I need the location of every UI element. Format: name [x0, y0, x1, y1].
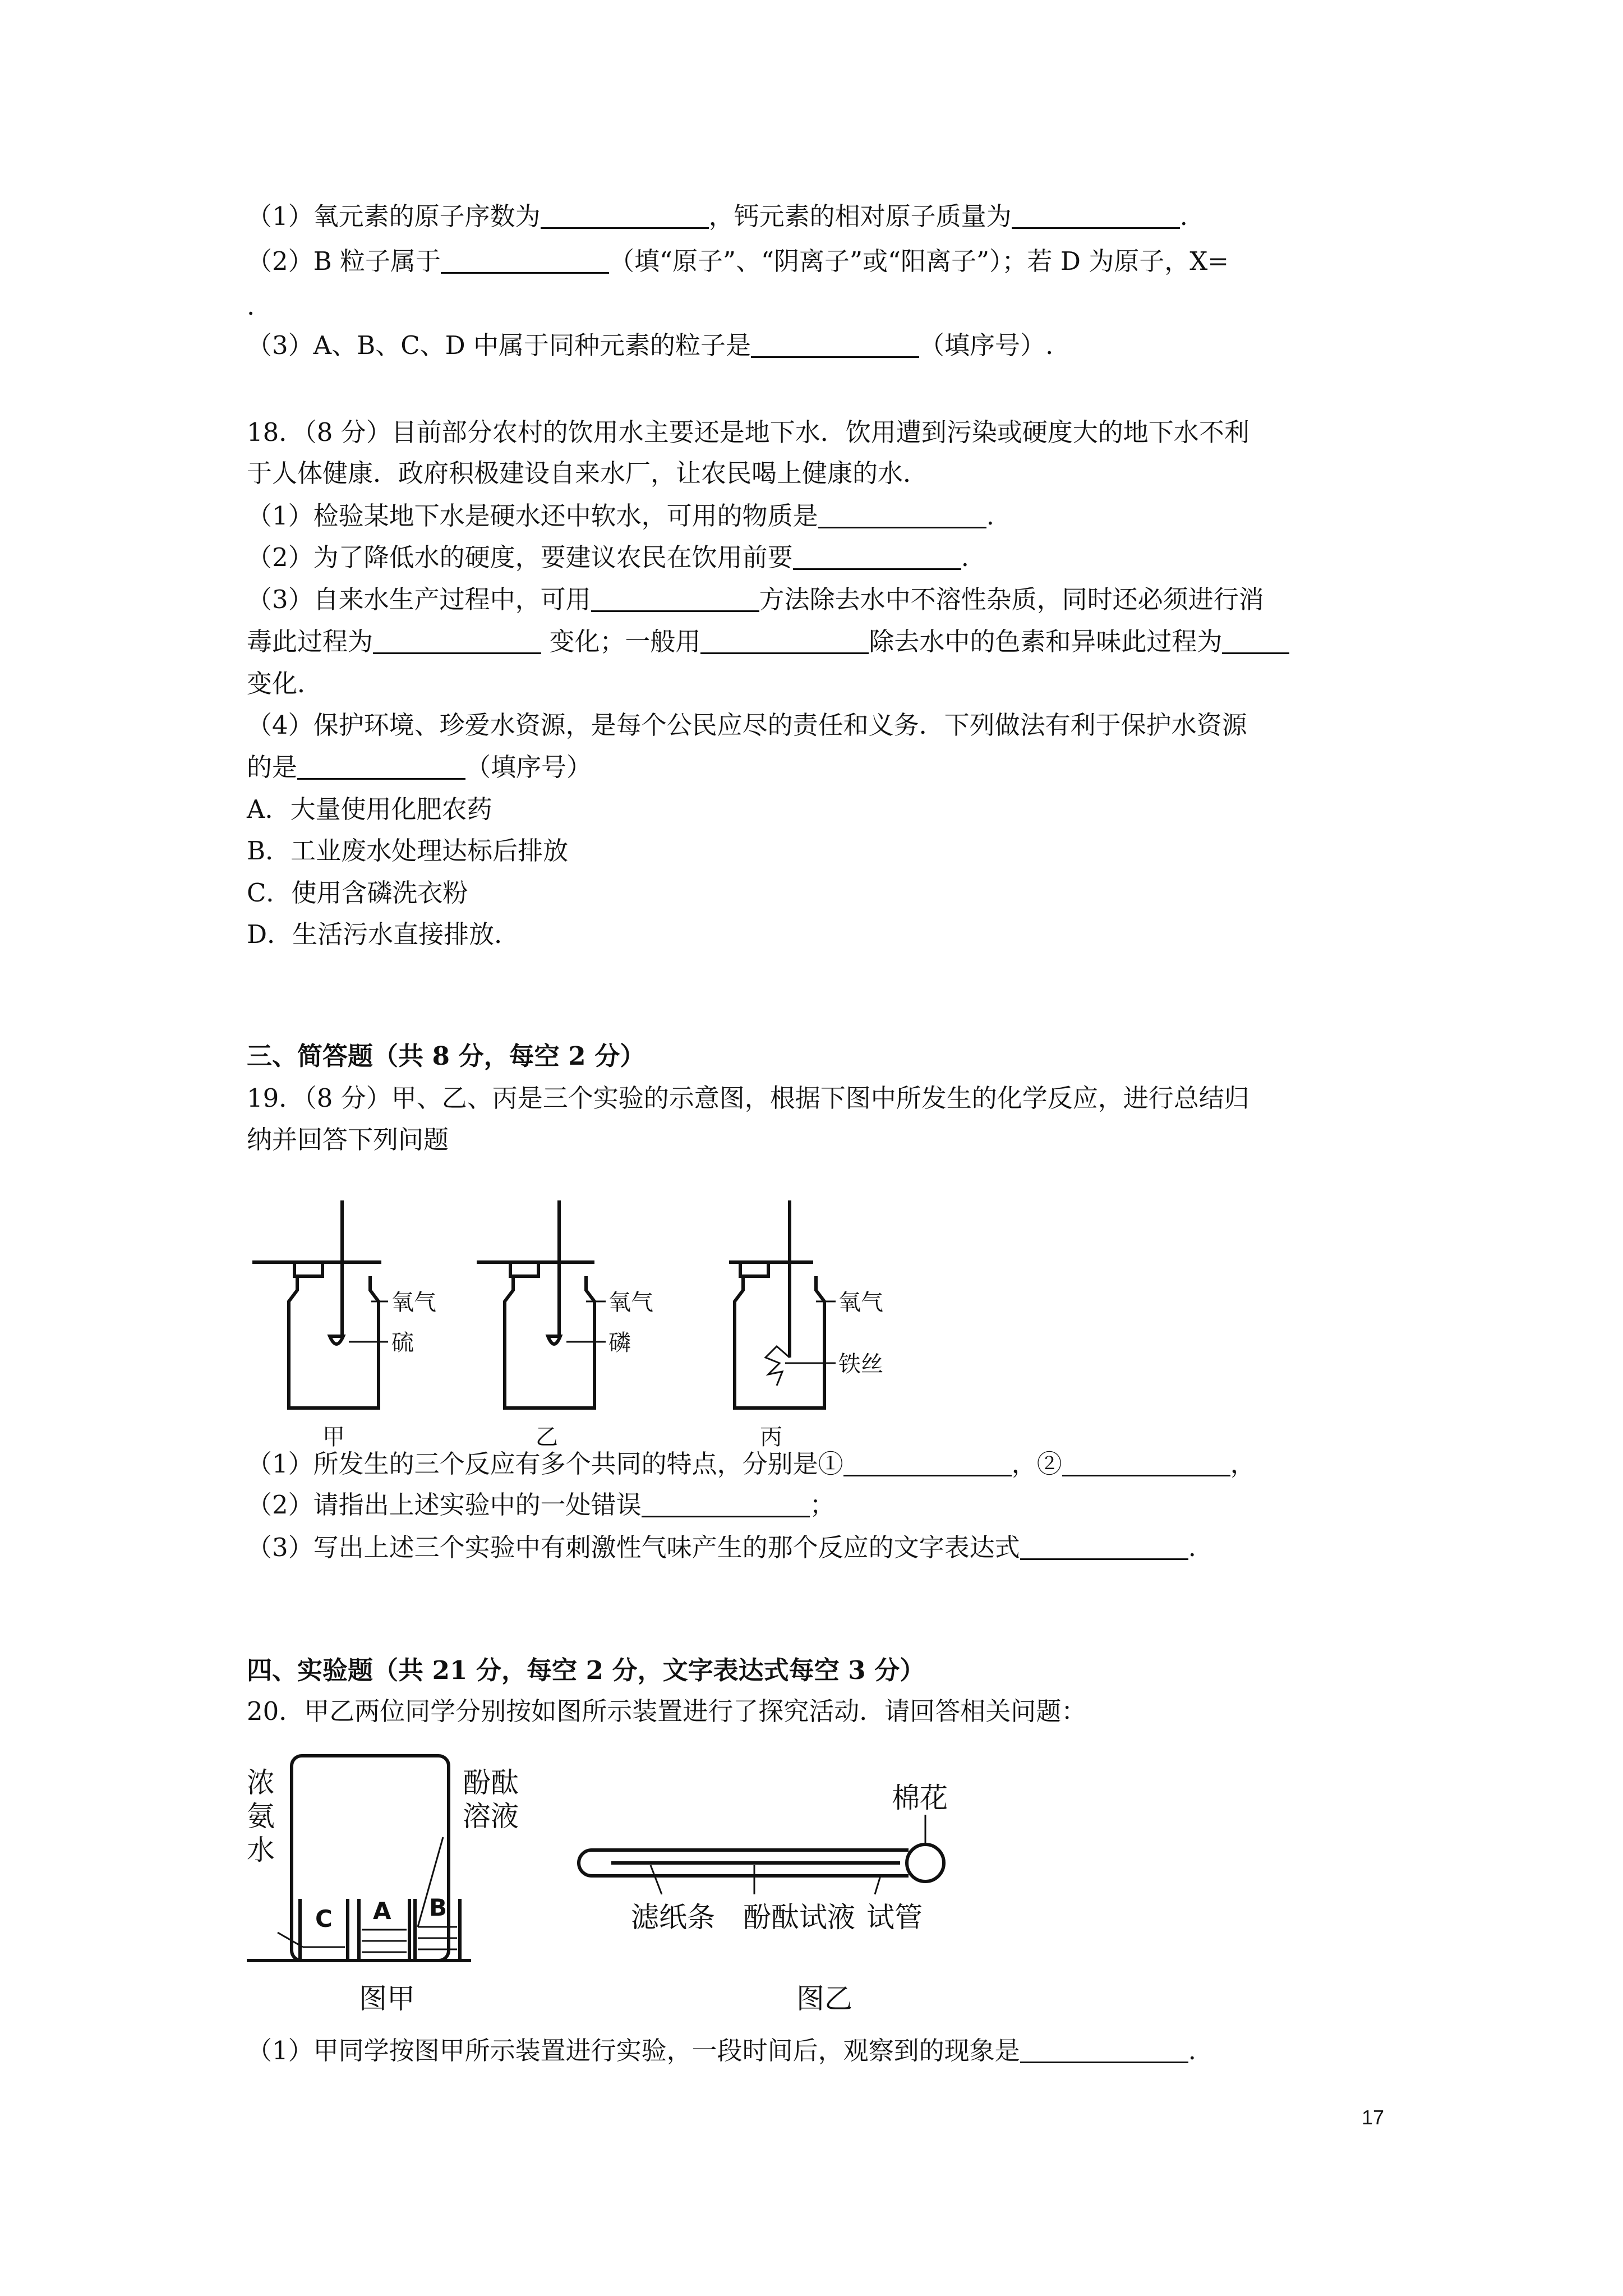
caption-jia: 甲 — [322, 1424, 345, 1450]
q19-stem-line1: 19．（8 分）甲、乙、丙是三个实验的示意图，根据下图中所发生的化学反应，进行总结归 — [247, 1083, 1249, 1113]
caption-figure-jia: 图甲 — [359, 1982, 415, 2015]
q18-part4-line2 — [247, 754, 592, 780]
section3-heading: 三、简答题（共 8 分，每空 2 分） — [247, 1041, 645, 1071]
answer-blank[interactable] — [297, 756, 465, 780]
text: ，② — [1011, 1449, 1062, 1479]
label-ammonia: 浓 — [247, 1766, 275, 1799]
bottle-bing — [729, 1200, 824, 1408]
label-beaker-a: A — [373, 1897, 391, 1925]
q20-figure — [247, 1747, 1032, 2028]
q18-stem-line1: 18．（8 分）目前部分农村的饮用水主要还是地下水．饮用遭到污染或硬度大的地下水不利 — [247, 417, 1249, 447]
q18-stem-line2: 于人体健康．政府积极建设自来水厂，让农民喝上健康的水． — [247, 458, 929, 488]
answer-blank[interactable] — [642, 1493, 810, 1517]
answer-blank[interactable] — [843, 1452, 1012, 1476]
answer-blank[interactable] — [793, 546, 961, 570]
q19-part3 — [247, 1535, 1196, 1560]
q17-part1 — [247, 201, 1188, 231]
label-sulfur: 硫 — [391, 1330, 414, 1356]
answer-blank[interactable] — [818, 504, 986, 528]
q18-part3-line2 — [247, 629, 1289, 654]
label-beaker-c: C — [315, 1905, 333, 1932]
label-filter-paper: 滤纸条 — [631, 1901, 715, 1934]
q19-figure — [247, 1189, 976, 1453]
text: ，钙元素的相对原子质量为 — [708, 201, 1012, 231]
caption-bing: 丙 — [760, 1424, 782, 1450]
text: （3）A、B、C、D 中属于同种元素的粒子是 — [247, 330, 751, 360]
q18-option-d: D．生活污水直接排放． — [247, 919, 520, 949]
label-phenolphthalein-drops: 酚酞试液 — [743, 1901, 855, 1934]
answer-blank[interactable] — [1020, 2039, 1188, 2063]
answer-blank[interactable] — [1222, 630, 1289, 654]
answer-blank[interactable] — [541, 205, 709, 229]
answer-blank[interactable] — [1020, 1536, 1188, 1560]
answer-blank[interactable] — [1012, 205, 1180, 229]
q18-option-b: B．工业废水处理达标后排放 — [247, 836, 569, 866]
answer-blank[interactable] — [1062, 1452, 1230, 1476]
label-phenolphthalein: 溶液 — [463, 1800, 519, 1833]
text: （填“原子”、“阴离子”或“阳离子”）；若 D 为原子，X= — [609, 246, 1229, 276]
text: （2）B 粒子属于 — [247, 246, 441, 276]
text: 除去水中的色素和异味此过程为 — [869, 627, 1223, 656]
text: 变化；一般用 — [541, 627, 701, 656]
label-ammonia: 氨 — [247, 1800, 275, 1833]
q17-part3 — [247, 330, 1054, 360]
q18-part3-line3: 变化． — [247, 669, 323, 698]
answer-blank[interactable] — [751, 334, 919, 358]
text: 毒此过程为 — [247, 627, 374, 656]
text: . — [1188, 1533, 1196, 1562]
q17-part2-dot: . — [247, 291, 255, 321]
label-beaker-b: B — [429, 1894, 448, 1921]
q19-part1 — [247, 1449, 1256, 1479]
q18-part4-line1: （4）保护环境、珍爱水资源，是每个公民应尽的责任和义务．下列做法有利于保护水资源 — [247, 710, 1247, 740]
section4-heading: 四、实验题（共 21 分，每空 2 分，文字表达式每空 3 分） — [247, 1655, 925, 1685]
q18-option-a: A．大量使用化肥农药 — [247, 794, 492, 824]
page-number: 17 — [1362, 2106, 1385, 2129]
text: （填序号） — [465, 752, 592, 782]
text: （1）氧元素的原子序数为 — [247, 201, 541, 231]
text: . — [986, 501, 994, 531]
answer-blank[interactable] — [591, 588, 759, 612]
q19-stem-line2: 纳并回答下列问题 — [247, 1125, 449, 1154]
q19-part2 — [247, 1490, 835, 1520]
text: （2）请指出上述实验中的一处错误 — [247, 1490, 642, 1520]
q18-part3-line1 — [247, 587, 1264, 612]
label-oxygen: 氧气 — [838, 1290, 883, 1315]
label-ammonia: 水 — [247, 1834, 275, 1866]
text: （3）自来水生产过程中，可用 — [247, 585, 591, 614]
text: （1）检验某地下水是硬水还中软水，可用的物质是 — [247, 501, 818, 531]
q20-stem: 20．甲乙两位同学分别按如图所示装置进行了探究活动．请回答相关问题： — [247, 1696, 1087, 1726]
label-iron-wire: 铁丝 — [838, 1351, 883, 1377]
figure-yi-apparatus — [579, 1815, 944, 1894]
label-oxygen: 氧气 — [608, 1290, 653, 1315]
q18-option-c: C．使用含磷洗衣粉 — [247, 878, 468, 908]
text: . — [961, 542, 969, 572]
label-phosphorus: 磷 — [608, 1330, 631, 1356]
caption-yi: 乙 — [536, 1424, 558, 1450]
q17-part2 — [247, 246, 1229, 276]
text: ， — [1230, 1449, 1256, 1479]
text: 方法除去水中不溶性杂质，同时还必须进行消 — [759, 585, 1264, 614]
q18-part1 — [247, 501, 994, 531]
label-cotton: 棉花 — [892, 1782, 948, 1814]
text: 的是 — [247, 752, 298, 782]
q20-part1 — [247, 2038, 1196, 2063]
label-test-tube: 试管 — [866, 1901, 923, 1934]
caption-figure-yi: 图乙 — [796, 1982, 852, 2015]
label-phenolphthalein: 酚酞 — [463, 1766, 519, 1799]
text: . — [1188, 2036, 1196, 2065]
q18-part2 — [247, 542, 969, 572]
text: （1）甲同学按图甲所示装置进行实验，一段时间后，观察到的现象是 — [247, 2036, 1020, 2065]
text: （1）所发生的三个反应有多个共同的特点，分别是① — [247, 1449, 843, 1479]
answer-blank[interactable] — [373, 630, 541, 654]
text: （2）为了降低水的硬度，要建议农民在饮用前要 — [247, 542, 793, 572]
text: . — [1179, 201, 1188, 231]
text: （3）写出上述三个实验中有刺激性气味产生的那个反应的文字表达式 — [247, 1533, 1020, 1562]
bottle-jia — [252, 1200, 381, 1408]
bottle-yi — [477, 1200, 594, 1408]
figure-jia-apparatus — [247, 1756, 471, 1961]
label-oxygen: 氧气 — [391, 1290, 436, 1315]
answer-blank[interactable] — [441, 250, 609, 274]
text: （填序号）. — [919, 330, 1054, 360]
answer-blank[interactable] — [700, 630, 869, 654]
text: ； — [809, 1490, 835, 1520]
